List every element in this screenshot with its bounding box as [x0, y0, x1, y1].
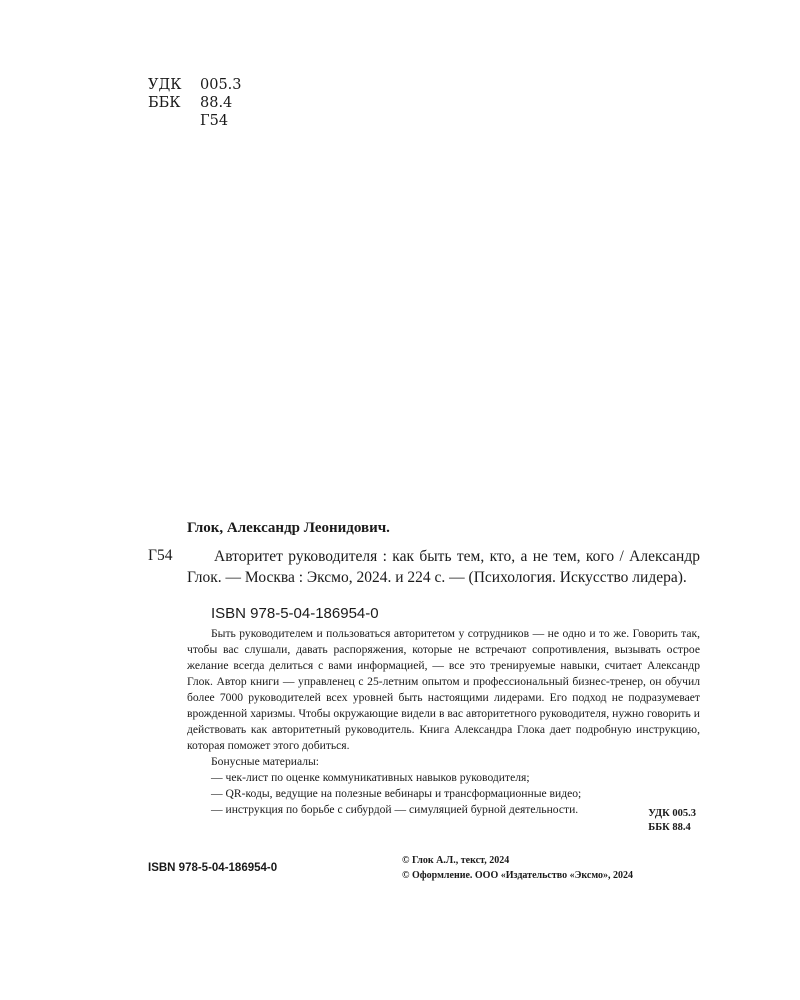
- bbk-row: [148, 94, 242, 112]
- bonus-item: — инструкция по борьбе с сибурдой — симуляцией бурной деятельности.: [211, 803, 579, 816]
- bonus-heading: Бонусные материалы:: [211, 755, 320, 768]
- bbk-value: 88.4: [200, 95, 233, 111]
- author-heading: Глок, Александр Леонидович.: [187, 520, 390, 536]
- bonus-item: — QR-коды, ведущие на полезные вебинары и трансформационные видео;: [211, 787, 582, 800]
- isbn-main: ISBN 978-5-04-186954-0: [211, 605, 379, 622]
- udk-row: [148, 76, 242, 94]
- isbn-footer: ISBN 978-5-04-186954-0: [148, 862, 278, 874]
- udk-label: УДК: [148, 77, 182, 93]
- bibliographic-description: Авторитет руководителя : как быть тем, кто, а не тем, кого / Александр Глок. — Москва : Эксмо, 2024. и 224 с. — (Психология. Искусство лидера).: [187, 548, 700, 586]
- annotation-block: [187, 626, 700, 818]
- annotation-codes: [648, 807, 696, 835]
- copyright-design: © Оформление. ООО «Издательство «Эксмо», 2024: [402, 870, 633, 881]
- annotation-paragraph: Быть руководителем и пользоваться авторитетом у сотрудников — не одно и то же. Говорить так, чтобы вас слушали, давать распоряжения, которые не встречают сопротивления, вызывать острое желание всегда делиться с вами информацией, — все это тренируемые навыки, считает Александр Глок. Автор книги — управленец с 25-летним опытом и профессиональный бизнес-тренер, он обучил более 7000 руководителей всех уровней быть настоящими лидерами. Его подход не подразумевает врожденной харизмы. Чтобы окружающие видели в вас авторитетного руководителя, нужно говорить и действовать как авторитетный руководитель. Книга Александра Глока дает подробную инструкцию, которая поможет этого добиться.: [187, 627, 700, 752]
- copyright-text: © Глок А.Л., текст, 2024: [402, 855, 510, 866]
- annotation-bbk: ББК 88.4: [648, 822, 691, 833]
- annotation-udk: УДК 005.3: [648, 808, 696, 819]
- bbk-label: ББК: [148, 95, 181, 111]
- author-mark: Г54: [148, 547, 173, 564]
- author-mark-top: Г54: [200, 113, 229, 129]
- udk-value: 005.3: [200, 77, 242, 93]
- copyright-block: [402, 853, 633, 883]
- bonus-item: — чек-лист по оценке коммуникативных навыков руководителя;: [211, 771, 530, 784]
- classification-block: [148, 76, 242, 130]
- author-mark-row: [148, 112, 242, 130]
